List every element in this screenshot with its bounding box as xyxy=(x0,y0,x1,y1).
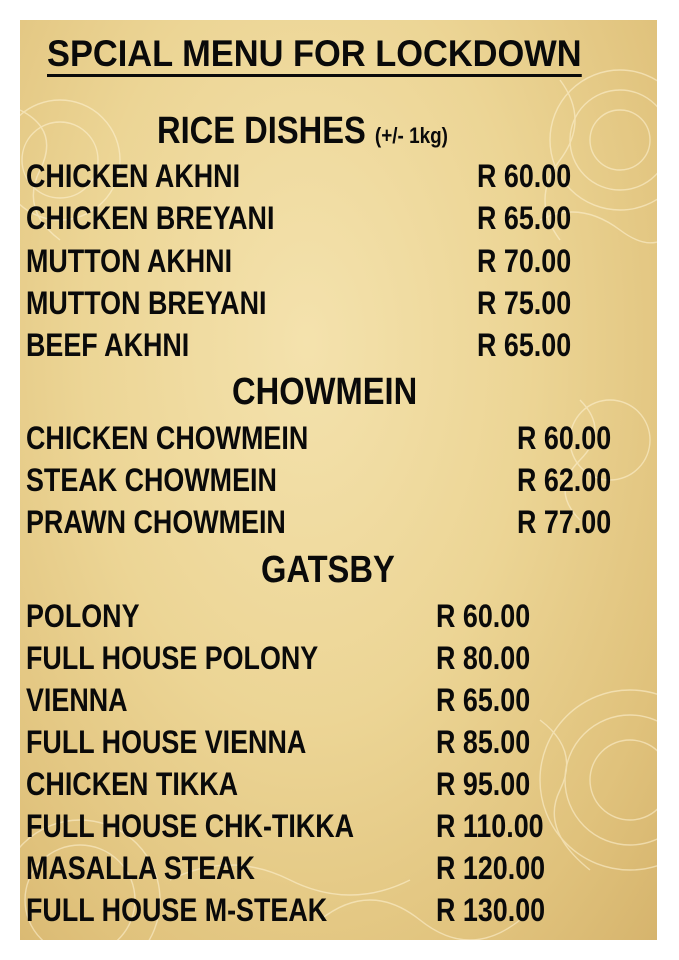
menu-item-price: R 60.00 xyxy=(436,598,531,634)
menu-item-name: CHICKEN BREYANI xyxy=(26,200,275,236)
menu-item-name: FULL HOUSE VIENNA xyxy=(26,724,307,760)
menu-item-price: R 65.00 xyxy=(477,200,572,236)
menu-item-price: R 70.00 xyxy=(477,243,572,279)
menu-title: SPCIAL MENU FOR LOCKDOWN xyxy=(47,34,582,77)
menu-item-name: STEAK CHOWMEIN xyxy=(26,462,277,498)
menu-item-name: PRAWN CHOWMEIN xyxy=(26,504,286,540)
section-heading-rice-dishes xyxy=(157,111,448,156)
menu-item-price: R 110.00 xyxy=(436,808,544,844)
menu-item-name: VIENNA xyxy=(26,682,128,718)
menu-item-name: CHICKEN CHOWMEIN xyxy=(26,420,309,456)
menu-item-price: R 77.00 xyxy=(517,504,612,540)
menu-item-name: FULL HOUSE POLONY xyxy=(26,640,319,676)
section-heading-chowmein: CHOWMEIN xyxy=(232,371,418,413)
menu-item-name: MASALLA STEAK xyxy=(26,850,255,886)
menu-item-price: R 65.00 xyxy=(477,327,572,363)
menu-item-price: R 85.00 xyxy=(436,724,531,760)
menu-item-price: R 80.00 xyxy=(436,640,531,676)
menu-item-name: MUTTON AKHNI xyxy=(26,243,233,279)
menu-item-price: R 120.00 xyxy=(436,850,546,886)
menu-item-name: CHICKEN AKHNI xyxy=(26,158,241,194)
section-heading-gatsby: GATSBY xyxy=(261,549,395,591)
menu-item-name: FULL HOUSE CHK-TIKKA xyxy=(26,808,355,844)
menu-item-name: POLONY xyxy=(26,598,140,634)
menu-item-price: R 60.00 xyxy=(477,158,572,194)
menu-item-price: R 75.00 xyxy=(477,285,572,321)
menu-item-price: R 95.00 xyxy=(436,766,531,802)
section-heading-text: RICE DISHES xyxy=(157,110,366,152)
menu-item-name: FULL HOUSE M-STEAK xyxy=(26,892,328,928)
menu-item-name: BEEF AKHNI xyxy=(26,327,190,363)
menu-item-price: R 62.00 xyxy=(517,462,612,498)
menu-item-price: R 130.00 xyxy=(436,892,546,928)
section-note: (+/- 1kg) xyxy=(374,123,448,148)
menu-item-price: R 60.00 xyxy=(517,420,612,456)
menu-item-name: MUTTON BREYANI xyxy=(26,285,267,321)
menu-page xyxy=(20,20,657,940)
menu-item-name: CHICKEN TIKKA xyxy=(26,766,239,802)
menu-item-price: R 65.00 xyxy=(436,682,531,718)
